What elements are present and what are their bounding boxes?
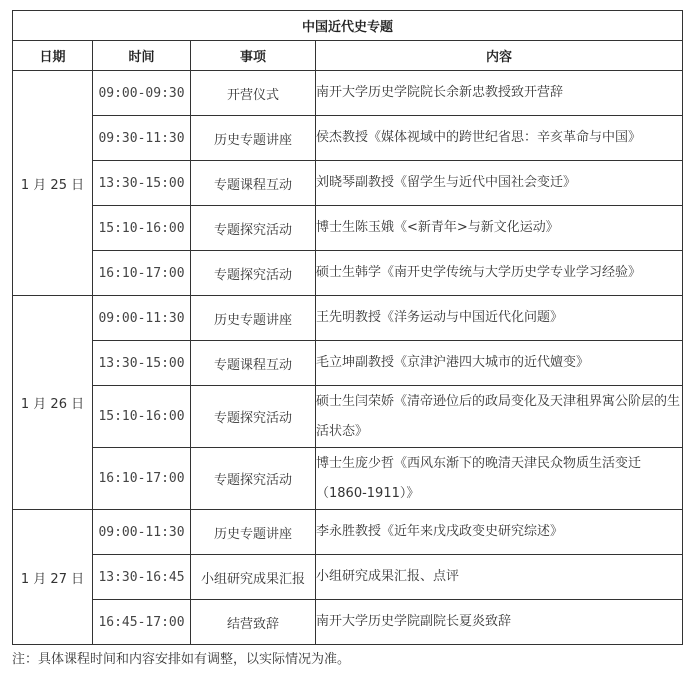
footnote: 注：具体课程时间和内容安排如有调整，以实际情况为准。 (12, 652, 351, 667)
content-cell: 南开大学历史学院院长余新忠教授致开营辞 (316, 71, 683, 116)
table-row (13, 251, 683, 296)
time-cell: 13:30-16:45 (93, 555, 191, 600)
content-cell: 南开大学历史学院副院长夏炎致辞 (316, 600, 683, 645)
table-row (13, 116, 683, 161)
time-cell: 16:10-17:00 (93, 251, 191, 296)
table-row (13, 600, 683, 645)
item-cell: 历史专题讲座 (191, 116, 316, 161)
header-content: 内容 (316, 41, 683, 71)
item-cell: 小组研究成果汇报 (191, 555, 316, 600)
header-row (13, 41, 683, 71)
header-item: 事项 (191, 41, 316, 71)
content-cell: 硕士生韩学《南开史学传统与大学历史学专业学习经验》 (316, 251, 683, 296)
time-cell: 15:10-16:00 (93, 206, 191, 251)
item-cell: 开营仪式 (191, 71, 316, 116)
header-date: 日期 (13, 41, 93, 71)
table-row (13, 161, 683, 206)
item-cell: 专题探究活动 (191, 448, 316, 510)
table-row (13, 296, 683, 341)
content-cell: 博士生陈玉娥《<新青年>与新文化运动》 (316, 206, 683, 251)
date-cell: 1 月 27 日 (13, 510, 93, 645)
item-cell: 专题探究活动 (191, 251, 316, 296)
table-row (13, 555, 683, 600)
schedule-table (12, 10, 683, 645)
item-cell: 历史专题讲座 (191, 296, 316, 341)
date-cell: 1 月 25 日 (13, 71, 93, 296)
content-cell: 李永胜教授《近年来戊戌政变史研究综述》 (316, 510, 683, 555)
item-cell: 专题探究活动 (191, 386, 316, 448)
date-cell: 1 月 26 日 (13, 296, 93, 510)
time-cell: 15:10-16:00 (93, 386, 191, 448)
content-cell: 王先明教授《洋务运动与中国近代化问题》 (316, 296, 683, 341)
time-cell: 16:45-17:00 (93, 600, 191, 645)
table-row (13, 510, 683, 555)
table-row (13, 341, 683, 386)
time-cell: 09:00-11:30 (93, 510, 191, 555)
title-row (13, 11, 683, 41)
time-cell: 16:10-17:00 (93, 448, 191, 510)
time-cell: 09:00-09:30 (93, 71, 191, 116)
content-cell: 硕士生闫荣娇《清帝逊位后的政局变化及天津租界寓公阶层的生活状态》 (316, 386, 683, 448)
table-row (13, 448, 683, 510)
time-cell: 09:30-11:30 (93, 116, 191, 161)
item-cell: 结营致辞 (191, 600, 316, 645)
item-cell: 历史专题讲座 (191, 510, 316, 555)
content-cell: 侯杰教授《媒体视域中的跨世纪省思：辛亥革命与中国》 (316, 116, 683, 161)
content-cell: 毛立坤副教授《京津沪港四大城市的近代嬗变》 (316, 341, 683, 386)
header-time: 时间 (93, 41, 191, 71)
item-cell: 专题探究活动 (191, 206, 316, 251)
time-cell: 13:30-15:00 (93, 161, 191, 206)
time-cell: 13:30-15:00 (93, 341, 191, 386)
item-cell: 专题课程互动 (191, 341, 316, 386)
table-row (13, 206, 683, 251)
item-cell: 专题课程互动 (191, 161, 316, 206)
content-cell: 刘晓琴副教授《留学生与近代中国社会变迁》 (316, 161, 683, 206)
content-cell: 博士生庞少哲《西风东渐下的晚清天津民众物质生活变迁（1860-1911）》 (316, 448, 683, 510)
table-title: 中国近代史专题 (13, 11, 683, 41)
time-cell: 09:00-11:30 (93, 296, 191, 341)
table-row (13, 386, 683, 448)
table-row (13, 71, 683, 116)
content-cell: 小组研究成果汇报、点评 (316, 555, 683, 600)
